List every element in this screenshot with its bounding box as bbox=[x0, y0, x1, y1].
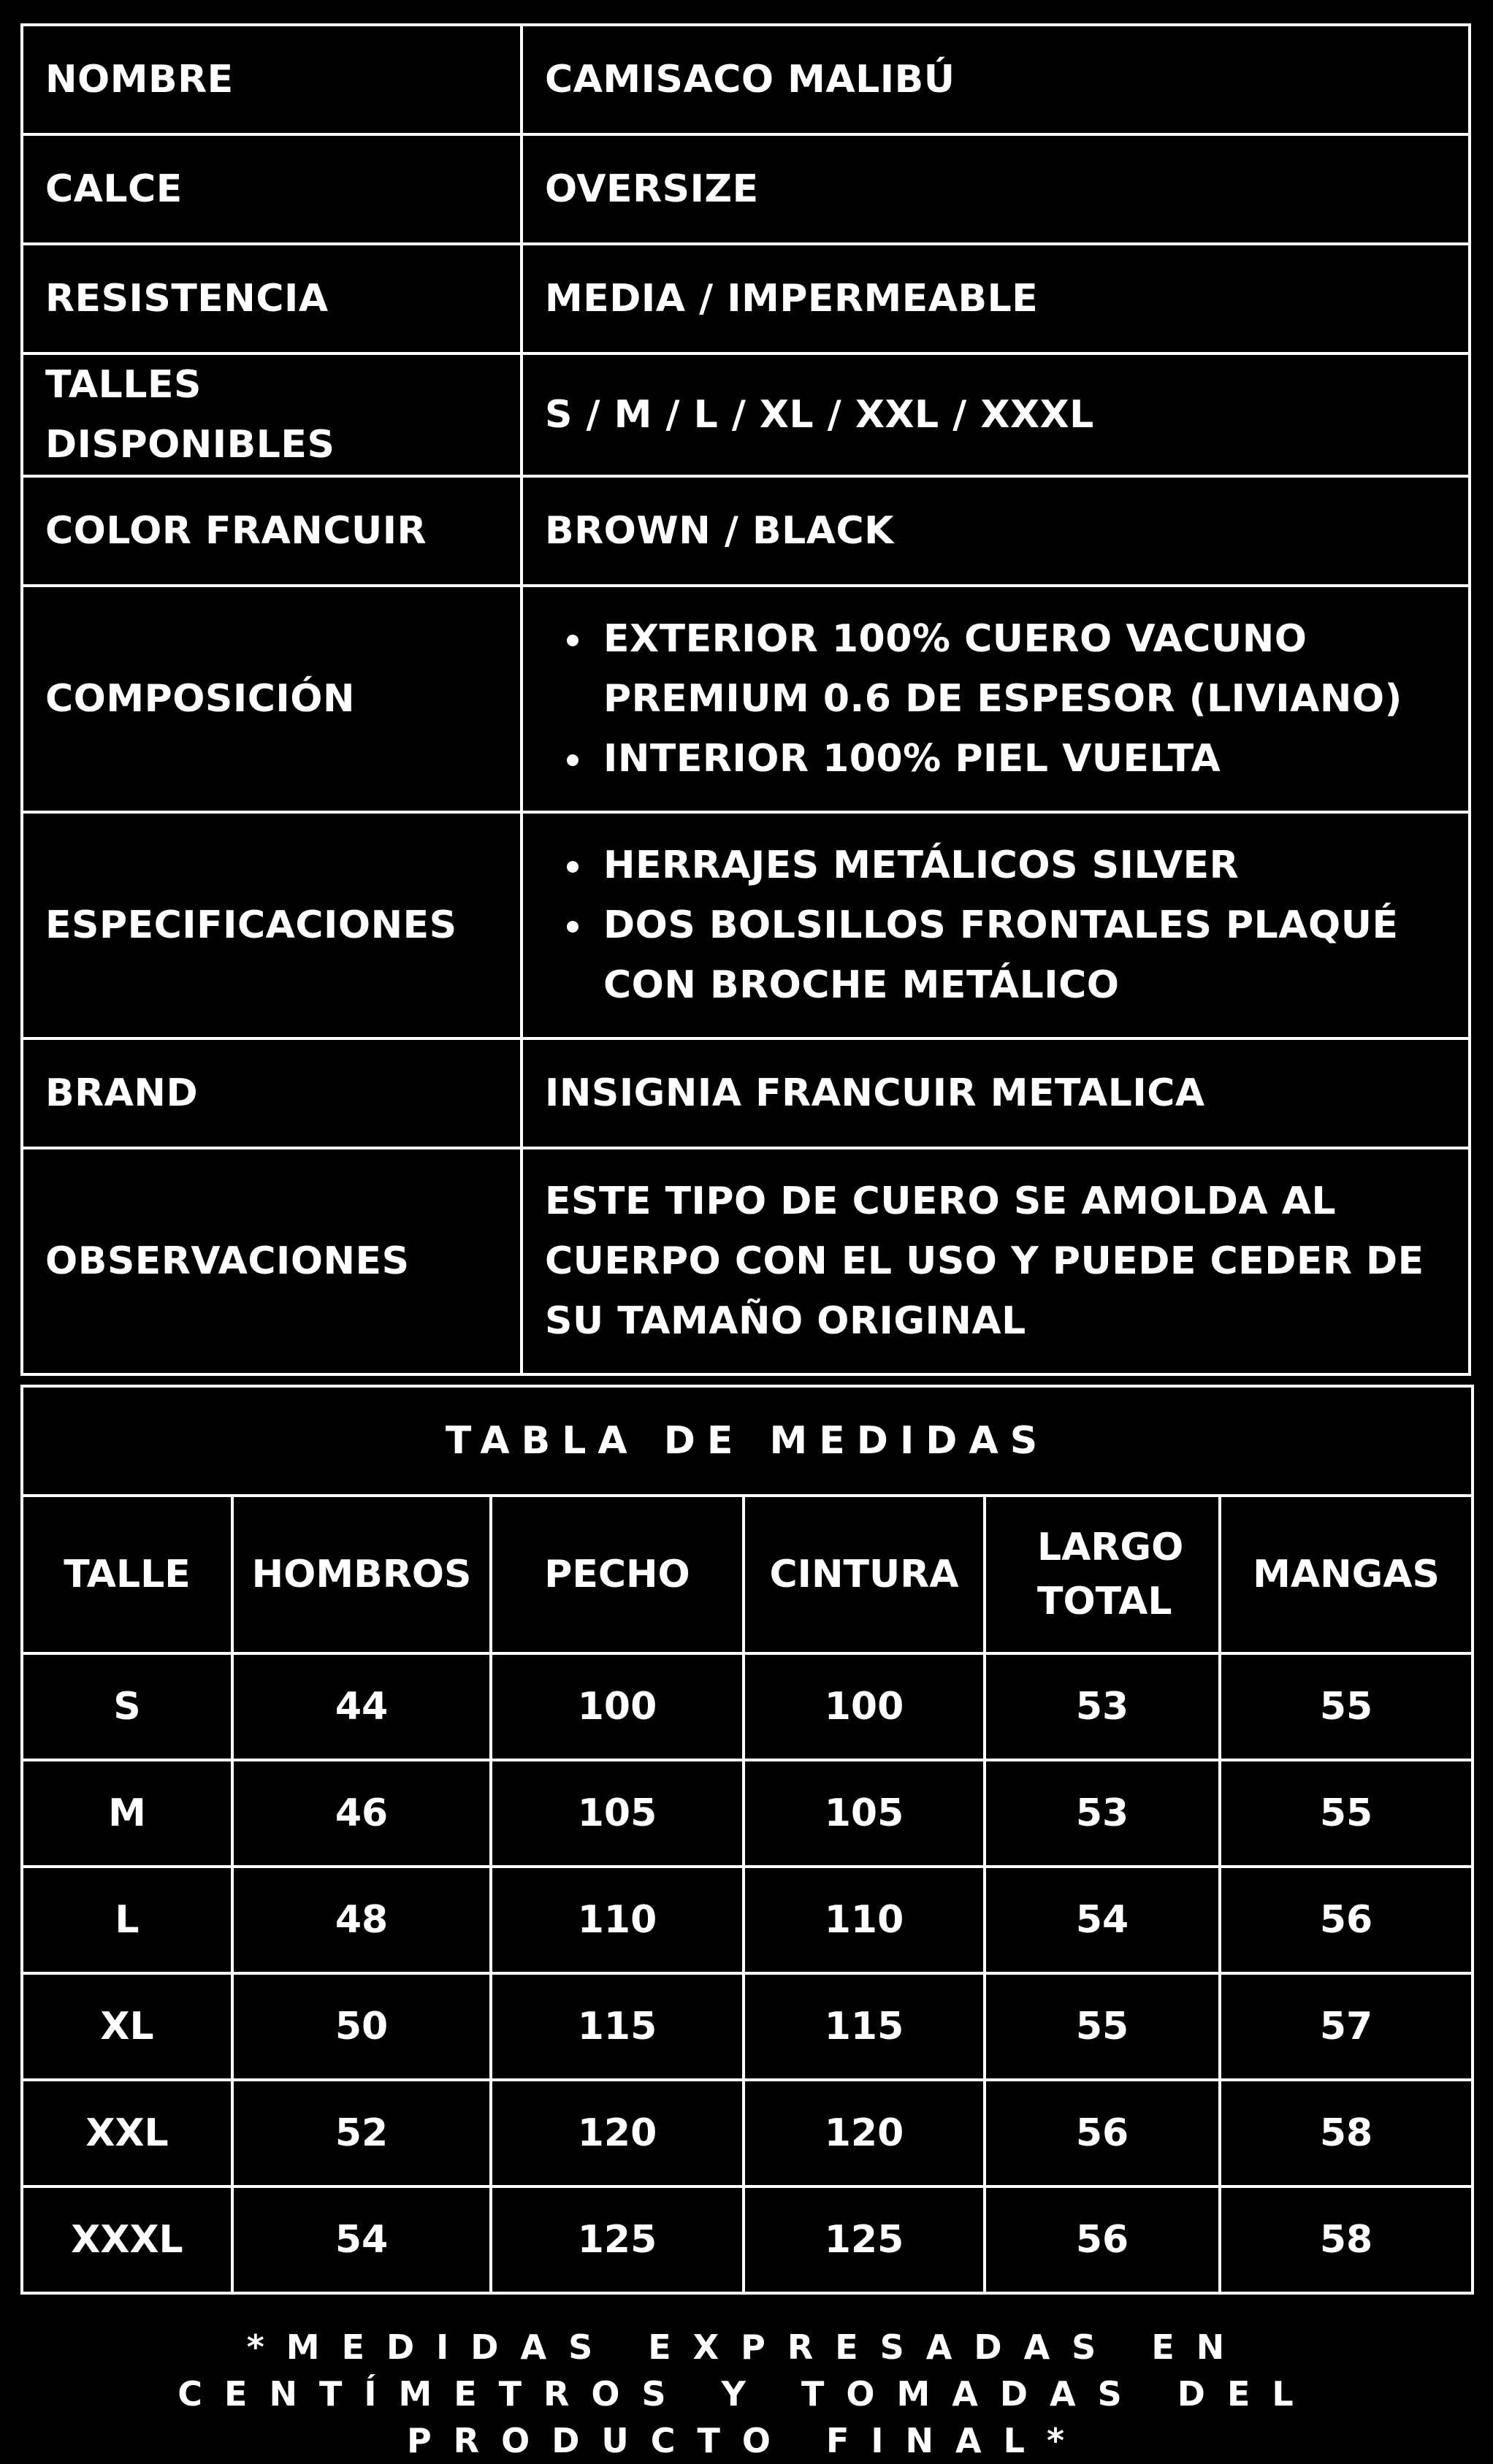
table-cell: 125 bbox=[744, 2186, 985, 2293]
list-item: • DOS BOLSILLOS FRONTALES PLAQUÉ CON BROCHE METÁLICO bbox=[595, 895, 1446, 1015]
spec-value: BROWN / BLACK bbox=[522, 476, 1470, 586]
table-row bbox=[22, 1653, 1473, 1760]
table-cell: 100 bbox=[744, 1653, 985, 1760]
table-cell: XXXL bbox=[22, 2186, 232, 2293]
table-cell: 57 bbox=[1220, 1973, 1473, 2080]
table-cell: 115 bbox=[491, 1973, 744, 2080]
column-header: HOMBROS bbox=[232, 1496, 491, 1653]
table-cell: 46 bbox=[232, 1760, 491, 1867]
spec-row-color bbox=[22, 476, 1470, 586]
spec-label: TALLES DISPONIBLES bbox=[22, 353, 522, 476]
table-cell: 56 bbox=[1220, 1867, 1473, 1973]
table-cell: 115 bbox=[744, 1973, 985, 2080]
spec-value: ESTE TIPO DE CUERO SE AMOLDA AL CUERPO CON EL USO Y PUEDE CEDER DE SU TAMAÑO ORIGINAL bbox=[522, 1148, 1470, 1374]
spec-row-talles bbox=[22, 353, 1470, 476]
table-row bbox=[22, 1760, 1473, 1867]
spec-value: S / M / L / XL / XXL / XXXL bbox=[522, 353, 1470, 476]
table-cell: 52 bbox=[232, 2080, 491, 2186]
spec-row-brand bbox=[22, 1038, 1470, 1148]
table-cell: S bbox=[22, 1653, 232, 1760]
table-cell: M bbox=[22, 1760, 232, 1867]
spec-label: ESPECIFICACIONES bbox=[22, 812, 522, 1038]
table-cell: 55 bbox=[1220, 1760, 1473, 1867]
size-chart-title-row bbox=[22, 1386, 1473, 1496]
spec-value bbox=[522, 586, 1470, 812]
list-item: • EXTERIOR 100% CUERO VACUNO PREMIUM 0.6 DE ESPESOR (LIVIANO) bbox=[595, 609, 1446, 729]
spec-label: COLOR FRANCUIR bbox=[22, 476, 522, 586]
spec-label: COMPOSICIÓN bbox=[22, 586, 522, 812]
table-cell: XL bbox=[22, 1973, 232, 2080]
table-cell: 54 bbox=[985, 1867, 1220, 1973]
table-row bbox=[22, 1867, 1473, 1973]
column-header: CINTURA bbox=[744, 1496, 985, 1653]
table-cell: XXL bbox=[22, 2080, 232, 2186]
spec-label: RESISTENCIA bbox=[22, 244, 522, 353]
measurement-footnote: *MEDIDAS EXPRESADAS EN CENTÍMETROS Y TOMADAS DEL PRODUCTO FINAL* bbox=[177, 2327, 1316, 2460]
spec-label: BRAND bbox=[22, 1038, 522, 1148]
spec-label: CALCE bbox=[22, 134, 522, 244]
column-header: MANGAS bbox=[1220, 1496, 1473, 1653]
column-header: PECHO bbox=[491, 1496, 744, 1653]
table-cell: 44 bbox=[232, 1653, 491, 1760]
table-row bbox=[22, 2186, 1473, 2293]
table-cell: 100 bbox=[491, 1653, 744, 1760]
size-chart-header-row bbox=[22, 1496, 1473, 1653]
column-header: TALLE bbox=[22, 1496, 232, 1653]
table-cell: 125 bbox=[491, 2186, 744, 2293]
size-chart-table bbox=[20, 1385, 1474, 2295]
table-cell: 105 bbox=[491, 1760, 744, 1867]
list-item: • INTERIOR 100% PIEL VUELTA bbox=[595, 729, 1446, 789]
list-item: • HERRAJES METÁLICOS SILVER bbox=[595, 835, 1446, 895]
table-cell: 54 bbox=[232, 2186, 491, 2293]
spec-value: OVERSIZE bbox=[522, 134, 1470, 244]
spec-value: CAMISACO MALIBÚ bbox=[522, 25, 1470, 134]
table-cell: 58 bbox=[1220, 2080, 1473, 2186]
table-cell: 50 bbox=[232, 1973, 491, 2080]
table-cell: 55 bbox=[1220, 1653, 1473, 1760]
spec-row-composicion bbox=[22, 586, 1470, 812]
table-cell: 110 bbox=[491, 1867, 744, 1973]
especificaciones-list bbox=[545, 835, 1446, 1015]
table-row bbox=[22, 1973, 1473, 2080]
table-cell: 120 bbox=[744, 2080, 985, 2186]
spec-value: MEDIA / IMPERMEABLE bbox=[522, 244, 1470, 353]
table-cell: 110 bbox=[744, 1867, 985, 1973]
table-cell: L bbox=[22, 1867, 232, 1973]
table-cell: 120 bbox=[491, 2080, 744, 2186]
spec-value: INSIGNIA FRANCUIR METALICA bbox=[522, 1038, 1470, 1148]
table-row bbox=[22, 2080, 1473, 2186]
column-header: LARGO TOTAL bbox=[985, 1496, 1220, 1653]
table-cell: 55 bbox=[985, 1973, 1220, 2080]
table-cell: 58 bbox=[1220, 2186, 1473, 2293]
spec-value bbox=[522, 812, 1470, 1038]
spec-label: OBSERVACIONES bbox=[22, 1148, 522, 1374]
spec-row-observaciones bbox=[22, 1148, 1470, 1374]
product-spec-table bbox=[20, 23, 1471, 1376]
spec-row-especificaciones bbox=[22, 812, 1470, 1038]
table-cell: 56 bbox=[985, 2186, 1220, 2293]
spec-row-resistencia bbox=[22, 244, 1470, 353]
spec-row-calce bbox=[22, 134, 1470, 244]
table-cell: 53 bbox=[985, 1653, 1220, 1760]
composicion-list bbox=[545, 609, 1446, 789]
size-chart-title: TABLA DE MEDIDAS bbox=[22, 1386, 1473, 1496]
table-cell: 53 bbox=[985, 1760, 1220, 1867]
table-cell: 48 bbox=[232, 1867, 491, 1973]
spec-label: NOMBRE bbox=[22, 25, 522, 134]
spec-row-nombre bbox=[22, 25, 1470, 134]
table-cell: 105 bbox=[744, 1760, 985, 1867]
table-cell: 56 bbox=[985, 2080, 1220, 2186]
